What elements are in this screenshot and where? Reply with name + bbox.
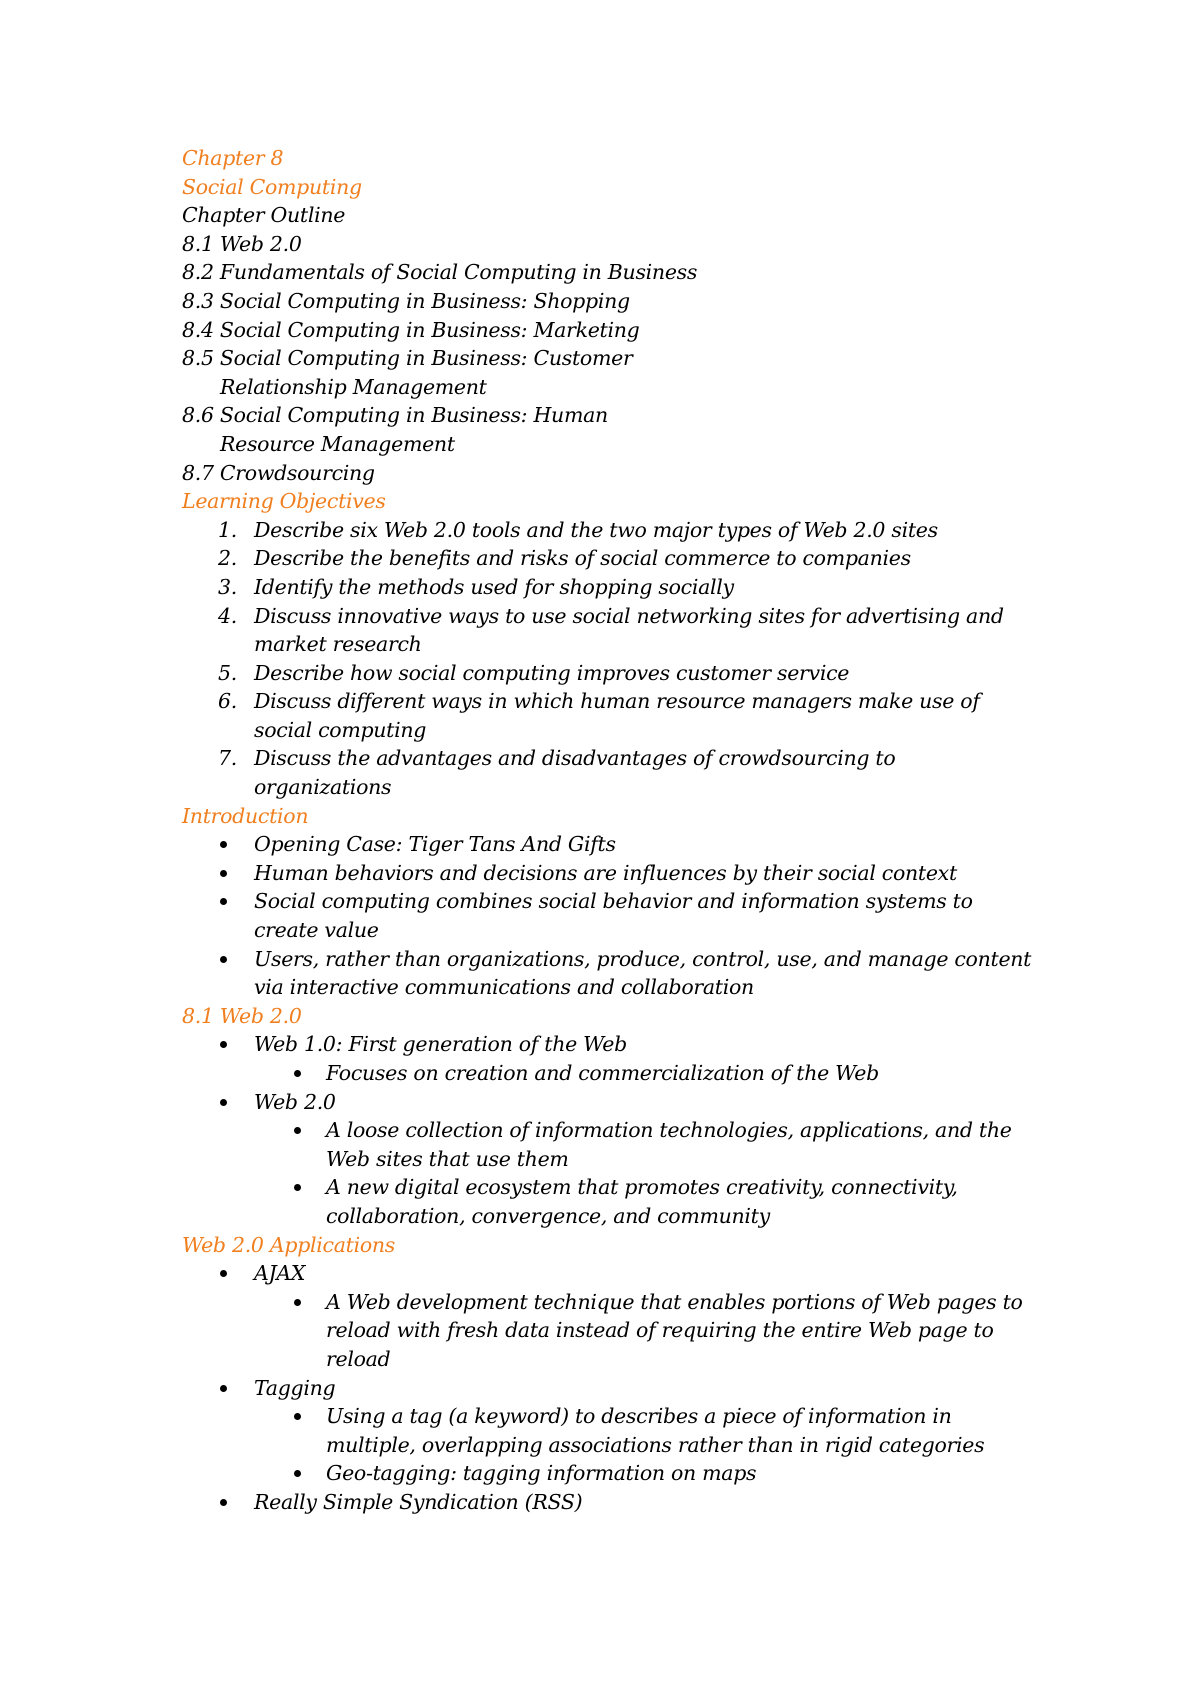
sub-list — [254, 1116, 1062, 1230]
sub-bullet-text-continuation: Web sites that use them — [326, 1146, 569, 1171]
applications-list — [182, 1259, 1062, 1516]
objective-number: 7. — [218, 746, 237, 771]
sub-bullet-item — [182, 1288, 1062, 1374]
objective-text-continuation: social computing — [254, 717, 427, 742]
section-heading-learning-objectives: Learning Objectives — [182, 489, 386, 514]
document-body — [182, 144, 1062, 1517]
sub-bullet-item — [182, 1059, 1062, 1088]
bullet-text: AJAX — [254, 1261, 306, 1286]
outline-item: 8.5 Social Computing in Business: Customer — [182, 346, 633, 371]
outline-item: 8.1 Web 2.0 — [182, 231, 302, 256]
sub-list — [254, 1288, 1062, 1374]
outline-item: 8.4 Social Computing in Business: Marketing — [182, 317, 640, 342]
objective-text: Discuss different ways in which human resource managers make use of — [254, 689, 980, 714]
bullet-icon — [220, 956, 227, 963]
learning-objectives-list — [182, 516, 1062, 802]
objective-text: Discuss the advantages and disadvantages of crowdsourcing to — [254, 746, 896, 771]
bullet-icon — [220, 1270, 227, 1277]
bullet-icon — [220, 898, 227, 905]
chapter-number: Chapter 8 — [182, 146, 284, 170]
chapter-outline — [182, 230, 1062, 487]
objective-text: Describe the benefits and risks of social commerce to companies — [254, 546, 911, 571]
bullet-icon — [220, 1041, 227, 1048]
bullet-icon — [220, 1099, 227, 1106]
web20-list — [182, 1030, 1062, 1230]
outline-item: 8.7 Crowdsourcing — [182, 460, 375, 485]
objective-number: 2. — [218, 546, 237, 571]
sub-bullet-item — [182, 1402, 1062, 1459]
outline-item: 8.6 Social Computing in Business: Human — [182, 403, 608, 428]
sub-bullet-item — [182, 1173, 1062, 1230]
bullet-icon — [220, 1385, 227, 1392]
objective-number: 4. — [218, 603, 237, 628]
sub-list — [254, 1059, 1062, 1088]
sub-bullet-text-continuation: collaboration, convergence, and community — [326, 1203, 770, 1228]
chapter-title: Social Computing — [182, 174, 362, 199]
bullet-text: Web 1.0: First generation of the Web — [254, 1032, 627, 1057]
sub-bullet-item — [182, 1459, 1062, 1488]
objective-number: 3. — [218, 574, 237, 599]
bullet-item — [182, 887, 1062, 944]
sub-bullet-text: Focuses on creation and commercialization of the Web — [326, 1061, 879, 1085]
bullet-item — [182, 945, 1062, 1002]
bullet-text-continuation: create value — [254, 918, 379, 943]
objective-item — [182, 687, 1062, 744]
section-heading-introduction: Introduction — [182, 803, 309, 828]
section-heading-web20-applications: Web 2.0 Applications — [182, 1232, 396, 1257]
objective-text: Describe six Web 2.0 tools and the two major types of Web 2.0 sites — [254, 517, 938, 542]
objective-item — [182, 659, 1062, 688]
sub-bullet-text: A new digital ecosystem that promotes creativity, connectivity, — [326, 1175, 958, 1200]
objective-item — [182, 744, 1062, 801]
outline-item: 8.2 Fundamentals of Social Computing in Business — [182, 260, 698, 285]
bullet-icon — [294, 1413, 301, 1420]
outline-label: Chapter Outline — [182, 203, 346, 228]
bullet-text: Social computing combines social behavior and information systems to — [254, 889, 973, 914]
sub-bullet-text: A loose collection of information technologies, applications, and the — [326, 1118, 1012, 1143]
sub-list — [254, 1402, 1062, 1488]
sub-bullet-text: Using a tag (a keyword) to describes a piece of information in — [326, 1404, 952, 1429]
sub-bullet-text: Geo-tagging: tagging information on maps — [326, 1461, 757, 1486]
bullet-item — [182, 1030, 1062, 1087]
bullet-icon — [294, 1470, 301, 1477]
bullet-text: Human behaviors and decisions are influences by their social context — [254, 860, 957, 885]
bullet-icon — [294, 1070, 301, 1077]
objective-text: Identify the methods used for shopping socially — [254, 574, 734, 599]
objective-number: 5. — [218, 660, 237, 685]
bullet-icon — [294, 1127, 301, 1134]
outline-item-continuation: Relationship Management — [220, 374, 487, 399]
bullet-text: Users, rather than organizations, produce, control, use, and manage content — [254, 946, 1032, 971]
objective-item — [182, 602, 1062, 659]
bullet-text: Opening Case: Tiger Tans And Gifts — [254, 832, 616, 857]
outline-item-continuation: Resource Management — [220, 431, 455, 456]
bullet-icon — [220, 841, 227, 848]
bullet-item — [182, 859, 1062, 888]
outline-item: 8.3 Social Computing in Business: Shopping — [182, 288, 630, 313]
objective-text: Discuss innovative ways to use social networking sites for advertising and — [254, 603, 1004, 628]
bullet-item — [182, 1488, 1062, 1517]
bullet-text: Tagging — [254, 1375, 336, 1400]
sub-bullet-text-continuation: multiple, overlapping associations rather than in rigid categories — [326, 1432, 985, 1457]
bullet-item — [182, 1088, 1062, 1231]
bullet-item — [182, 1259, 1062, 1373]
objective-number: 6. — [218, 689, 237, 714]
sub-bullet-text-continuation: reload with fresh data instead of requiring the entire Web page to — [326, 1318, 994, 1343]
objective-number: 1. — [218, 517, 237, 542]
bullet-item — [182, 830, 1062, 859]
objective-text: Describe how social computing improves customer service — [254, 660, 850, 685]
objective-text-continuation: market research — [254, 632, 422, 657]
objective-item — [182, 516, 1062, 545]
section-heading-web20: 8.1 Web 2.0 — [182, 1003, 302, 1028]
objective-text-continuation: organizations — [254, 775, 392, 800]
objective-item — [182, 573, 1062, 602]
objective-item — [182, 544, 1062, 573]
bullet-text: Web 2.0 — [254, 1089, 336, 1114]
sub-bullet-item — [182, 1116, 1062, 1173]
bullet-icon — [294, 1299, 301, 1306]
bullet-item — [182, 1374, 1062, 1488]
sub-bullet-text: A Web development technique that enables portions of Web pages to — [326, 1289, 1023, 1314]
bullet-text: Really Simple Syndication (RSS) — [254, 1489, 583, 1514]
introduction-list — [182, 830, 1062, 1002]
bullet-icon — [220, 1499, 227, 1506]
sub-bullet-text-continuation: reload — [326, 1346, 391, 1371]
bullet-text-continuation: via interactive communications and collaboration — [254, 975, 754, 1000]
bullet-icon — [220, 870, 227, 877]
bullet-icon — [294, 1184, 301, 1191]
